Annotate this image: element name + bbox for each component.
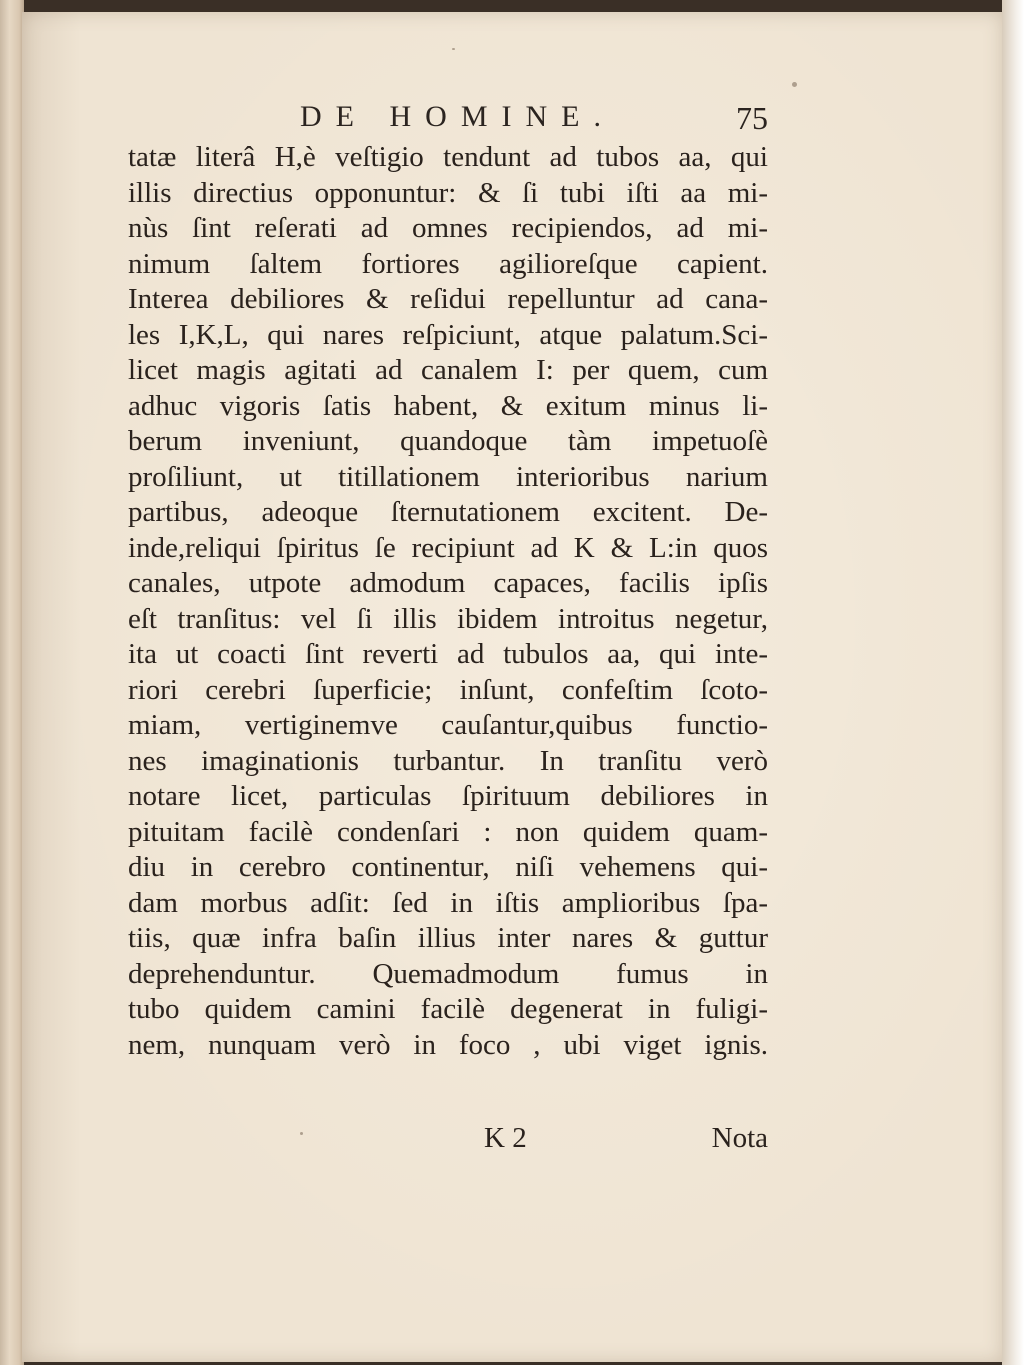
- text-line: deprehenduntur. Quemadmodum fumus in: [128, 957, 768, 990]
- text-line: ita ut coacti ſint reverti ad tubulos aa, qui inte-: [128, 638, 768, 670]
- book-spine-edge: [0, 0, 24, 1365]
- text-line: nùs ſint reſerati ad omnes recipiendos, ad mi-: [128, 212, 768, 244]
- running-head: DE HOMINE.: [300, 100, 615, 133]
- page-header: [128, 100, 768, 140]
- text-line: tubo quidem camini facilè degenerat in fuligi-: [128, 993, 768, 1025]
- text-line: adhuc vigoris ſatis habent, & exitum minus li-: [128, 389, 768, 422]
- page-number: 75: [736, 100, 768, 136]
- page-footer: [128, 1122, 768, 1162]
- paper-speck: [452, 48, 455, 50]
- text-line: dam morbus adſit: ſed in iſtis amplioribus ſpa-: [128, 886, 768, 919]
- text-line: riori cerebri ſuperficie; inſunt, confeſtim ſcoto-: [128, 673, 768, 706]
- text-line: eſt tranſitus: vel ſi illis ibidem introitus negetur,: [128, 602, 768, 635]
- text-line: nimum ſaltem fortiores agilioreſque capient.: [128, 247, 768, 280]
- text-line: les I,K,L, qui nares reſpiciunt, atque palatum.Sci-: [128, 318, 768, 351]
- page-right-edge: [1002, 0, 1024, 1365]
- text-line: Interea debiliores & reſidui repelluntur ad cana-: [128, 283, 768, 315]
- text-line: illis directius opponuntur: & ſi tubi iſti aa mi-: [128, 176, 768, 209]
- catchword: Nota: [711, 1122, 768, 1154]
- text-line: nem, nunquam verò in foco , ubi viget ignis.: [128, 1028, 768, 1061]
- text-line: canales, utpote admodum capaces, facilis ipſis: [128, 567, 768, 599]
- text-line: proſiliunt, ut titillationem interioribus narium: [128, 460, 768, 493]
- text-line: licet magis agitati ad canalem I: per quem, cum: [128, 354, 768, 386]
- signature-mark: K 2: [484, 1122, 527, 1154]
- text-line: miam, vertiginemve cauſantur,quibus functio-: [128, 709, 768, 741]
- text-line: diu in cerebro continentur, niſi vehemens qui-: [128, 851, 768, 883]
- text-line: notare licet, particulas ſpirituum debiliores in: [128, 780, 768, 812]
- text-line: pituitam facilè condenſari : non quidem quam-: [128, 815, 768, 848]
- text-line: tatæ literâ H,è veſtigio tendunt ad tubos aa, qui: [128, 141, 768, 173]
- text-line: nes imaginationis turbantur. In tranſitu verò: [128, 744, 768, 777]
- paper-speck: [792, 82, 797, 87]
- text-line: berum inveniunt, quandoque tàm impetuoſè: [128, 425, 768, 457]
- text-line: tiis, quæ infra baſin illius inter nares & guttur: [128, 922, 768, 954]
- text-line: partibus, adeoque ſternutationem excitent. De-: [128, 496, 768, 528]
- body-text: [128, 140, 768, 1063]
- text-line: inde,reliqui ſpiritus ſe recipiunt ad K & L:in quos: [128, 531, 768, 564]
